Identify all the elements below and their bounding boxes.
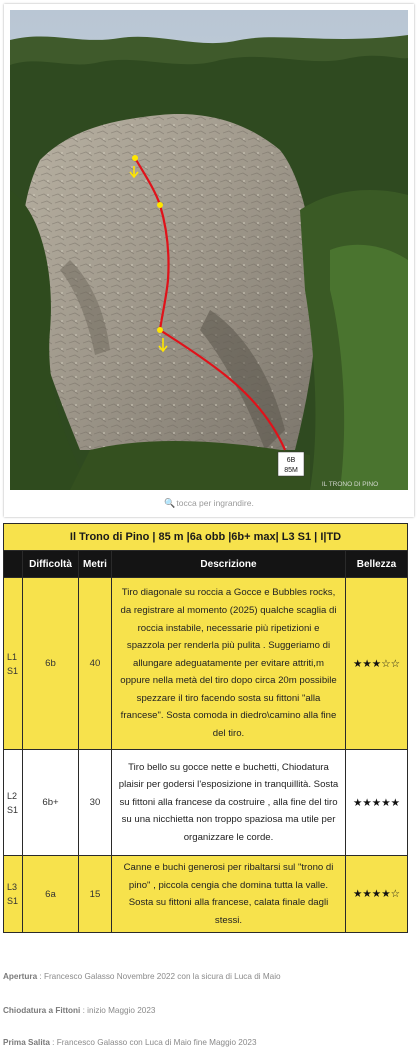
header-meters: Metri [79,551,112,578]
belay-number: S1 [7,665,19,676]
topo-label-grade: 6B [286,457,296,464]
description-cell: Tiro diagonale su roccia a Gocce e Bubbles rocks, da registrare al momento (2025) qualche scaglia di roccia instabile, necessarie più ripetizioni e spazzola per renderla più pulita . Suggeriamo di allungare adeguatamente per evitare attriti,m oppure nella metà del tiro dopo circa 20m possibile spezzare il tiro facendo sosta su fittoni "alla francese". Sosta comoda in diedro\camino alla fine del tiro. [112,578,346,750]
route-title: Il Trono di Pino | 85 m |6a obb |6b+ max| L3 S1 | I|TD [4,524,408,551]
pitch-number: L3 [7,882,18,893]
meters-cell: 30 [79,750,112,856]
header-pitch [4,551,23,578]
prima-label: Prima Salita [3,1038,50,1047]
info-prima-salita [3,1038,257,1047]
belay-number: S1 [7,896,19,907]
star-rating: ★★★★☆ [346,856,408,933]
pitch-cell [4,856,23,933]
apertura-label: Apertura [3,972,38,981]
description-cell: Canne e buchi generosi per ribaltarsi sul "trono di pino" , piccola cengia che domina tutta la valle. Sosta su fittoni alla francese, calata finale dagli stessi. [112,856,346,933]
chiodatura-label: Chiodatura a Fittoni [3,1006,81,1015]
magnifier-icon: 🔍 [164,498,176,508]
pitch-number: L1 [7,651,18,662]
header-beauty: Bellezza [346,551,408,578]
caption-text: tocca per ingrandire. [176,498,254,508]
pitch-number: L2 [7,790,18,801]
table-row [4,856,408,933]
pitch-cell [4,578,23,750]
topo-watermark: IL TRONO DI PINO [321,481,379,488]
photo-caption[interactable] [4,498,414,509]
info-apertura [3,972,281,981]
table-header-row [4,551,408,578]
description-cell: Tiro bello su gocce nette e buchetti, Chiodatura plaisir per godersi l'esposizione in tranquillità. Sosta su fittoni alla francese da costruire , alla fine del tiro su una nicchietta non troppo spaziosa ma utile per organizzare le corde. [112,750,346,856]
pitch-cell [4,750,23,856]
belay-number: S1 [7,804,19,815]
chiodatura-value: : inizio Maggio 2023 [82,1006,156,1015]
grade-cell: 6b+ [23,750,79,856]
topo-image [10,10,408,490]
star-rating: ★★★☆☆ [346,578,408,750]
star-rating: ★★★★★ [346,750,408,856]
topo-photo[interactable] [10,10,408,490]
table-row [4,578,408,750]
topo-photo-card [4,4,414,517]
grade-cell: 6b [23,578,79,750]
table-title-row [4,524,408,551]
topo-label-length: 85M [284,467,298,474]
route-table [3,523,408,933]
meters-cell: 40 [79,578,112,750]
meters-cell: 15 [79,856,112,933]
header-difficulty: Difficoltà [23,551,79,578]
header-description: Descrizione [112,551,346,578]
prima-value: : Francesco Galasso con Luca di Maio fine Maggio 2023 [52,1038,257,1047]
apertura-value: : Francesco Galasso Novembre 2022 con la sicura di Luca di Maio [39,972,281,981]
table-row [4,750,408,856]
grade-cell: 6a [23,856,79,933]
info-chiodatura [3,1006,155,1015]
